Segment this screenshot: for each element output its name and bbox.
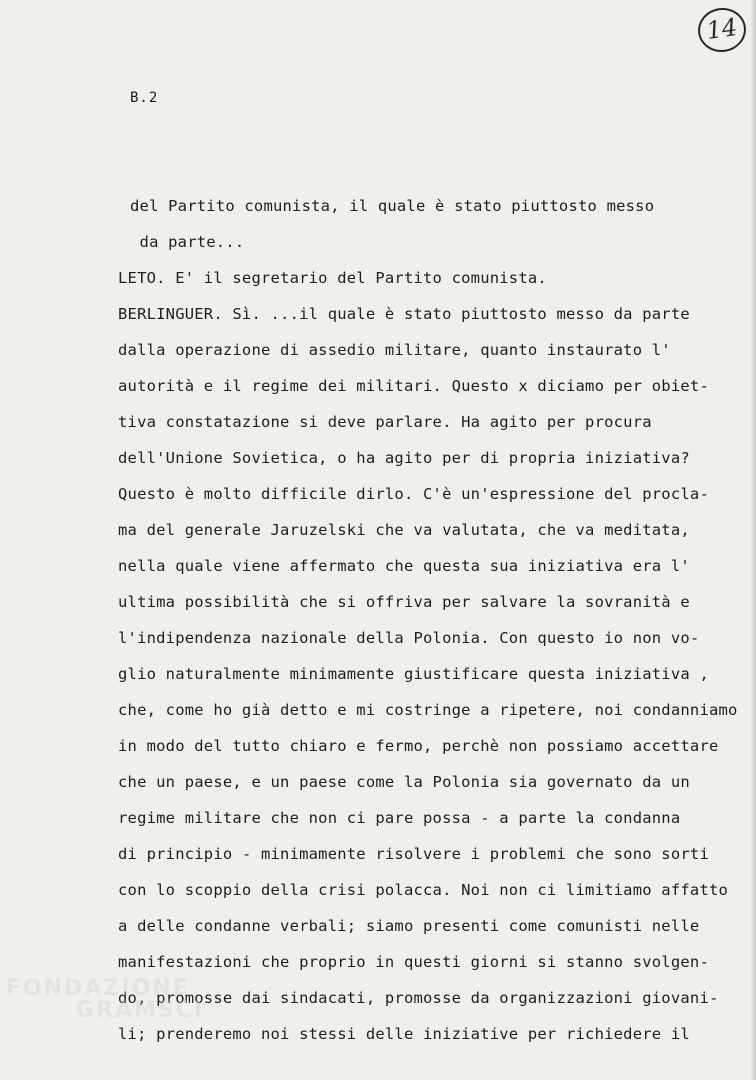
text-line: con lo scoppio della crisi polacca. Noi non ci limitiamo affatto (118, 881, 729, 899)
text-line: che un paese, e un paese come la Polonia sia governato da un (118, 773, 690, 791)
text-line: li; prenderemo noi stessi delle iniziative per richiedere il (118, 1025, 690, 1043)
text-line: glio naturalmente minimamente giustificare questa iniziativa , (118, 665, 709, 683)
page-number-stamp: 14 (695, 5, 749, 55)
text-line: tiva constatazione si deve parlare. Ha agito per procura (118, 413, 652, 431)
text-line: da parte... (130, 233, 245, 251)
text-line: manifestazioni che proprio in questi giorni si stanno svolgen- (118, 953, 709, 971)
watermark-logo (6, 976, 205, 1036)
text-line: do, promosse dai sindacati, promosse da organizzazioni giovani- (118, 989, 719, 1007)
page-edge-shadow (750, 0, 756, 1080)
text-line: BERLINGUER. Sì. ...il quale è stato piuttosto messo da parte (118, 305, 690, 323)
text-line: ultima possibilità che si offriva per salvare la sovranità e (118, 593, 690, 611)
text-line: regime militare che non ci pare possa - a parte la condanna (118, 809, 681, 827)
text-line: dell'Unione Sovietica, o ha agito per di propria iniziativa? (118, 449, 690, 467)
watermark-line-2: GRAMSCI (76, 998, 205, 1023)
text-line: a delle condanne verbali; siamo presenti come comunisti nelle (118, 917, 700, 935)
text-line: ma del generale Jaruzelski che va valutata, che va meditata, (118, 521, 690, 539)
text-line: dalla operazione di assedio militare, quanto instaurato l' (118, 341, 671, 359)
text-line: che, come ho già detto e mi costringe a ripetere, noi condanniamo (118, 701, 738, 719)
text-line: in modo del tutto chiaro e fermo, perchè non possiamo accettare (118, 737, 719, 755)
watermark-line-1: FONDAZIONE (6, 976, 190, 1001)
text-line: nella quale viene affermato che questa sua iniziativa era l' (118, 557, 690, 575)
text-line: LETO. E' il segretario del Partito comunista. (118, 269, 547, 287)
text-line: autorità e il regime dei militari. Questo x diciamo per obiet- (118, 377, 709, 395)
text-line: Questo è molto difficile dirlo. C'è un'espressione del procla- (118, 485, 709, 503)
text-line: l'indipendenza nazionale della Polonia. Con questo io non vo- (118, 629, 700, 647)
text-line: del Partito comunista, il quale è stato piuttosto messo (130, 197, 655, 215)
text-line: di principio - minimamente risolvere i problemi che sono sorti (118, 845, 709, 863)
section-code: B.2 (130, 90, 159, 106)
